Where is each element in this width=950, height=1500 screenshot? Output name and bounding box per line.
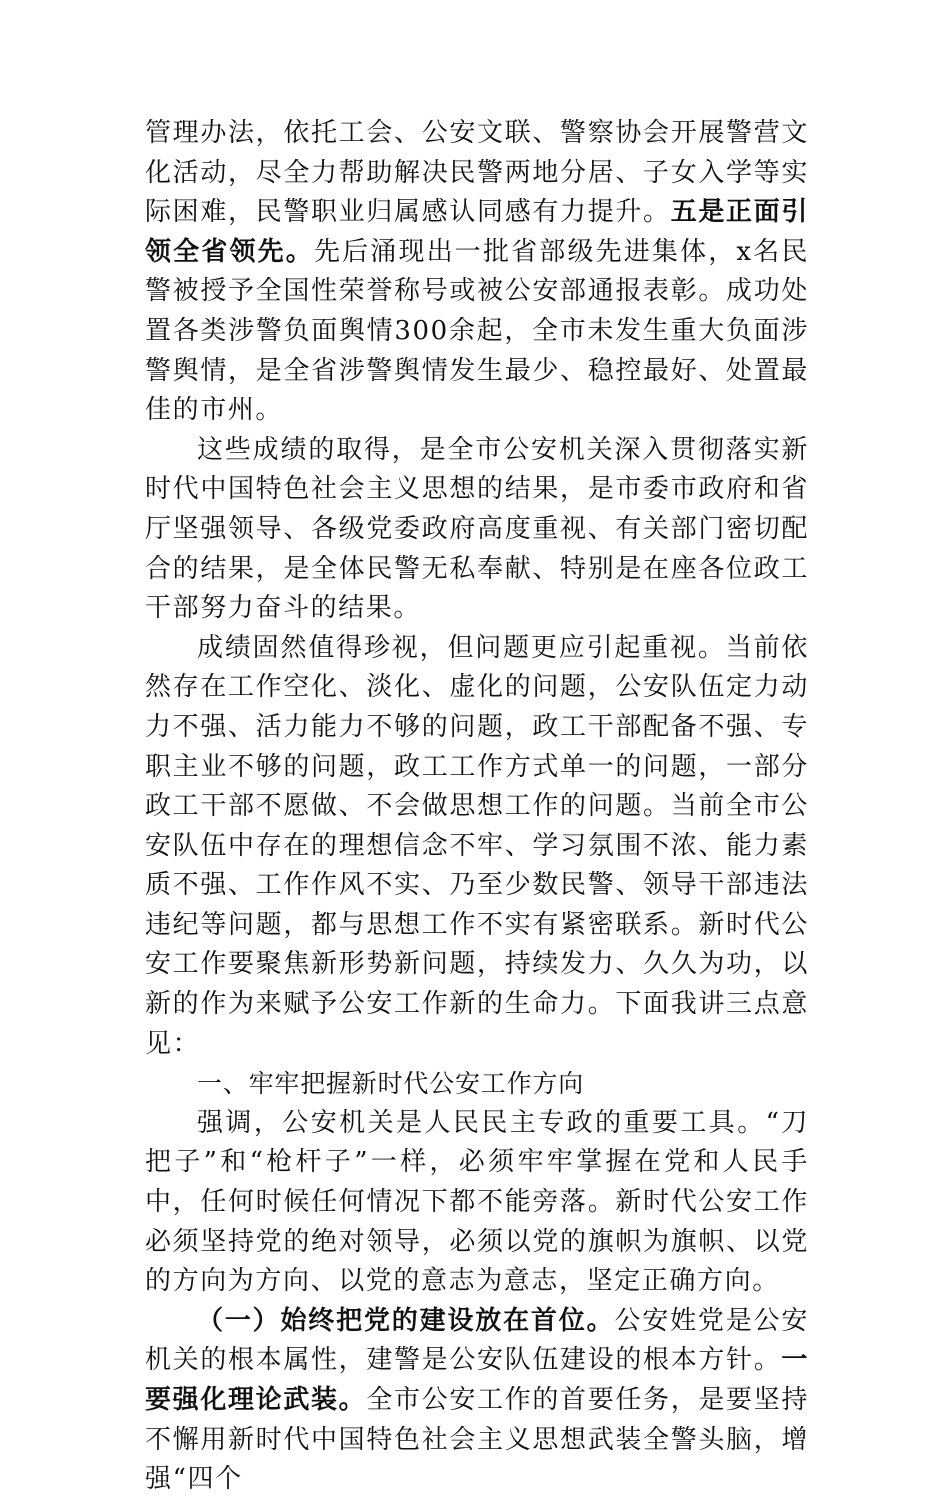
paragraph-achievements-end (145, 114, 809, 431)
paragraph-party-building (145, 1302, 809, 1500)
section-heading-one: 一、牢牢把握新时代公安工作方向 (197, 1069, 585, 1099)
subsection-heading-one: （一）始终把党的建设放在首位。 (197, 1305, 615, 1336)
paragraph-emphasis: 强调，公安机关是人民民主专政的重要工具。“刀把子”和“枪杆子”一样，必须牢牢掌握在党和人民手中，任何时候任何情况下都不能旁落。新时代公安工作必须坚持党的绝对领导，必须以党的旗帜为旗帜、以党的方向为方向、以党的意志为意志，坚定正确方向。 (145, 1107, 809, 1297)
paragraph-problems: 成绩固然值得珍视，但问题更应引起重视。当前依然存在工作空化、淡化、虚化的问题，公安队伍定力动力不强、活力能力不够的问题，政工干部配备不强、专职主业不够的问题，政工工作方式单一的问题，一部分政工干部不愿做、不会做思想工作的问题。当前全市公安队伍中存在的理想信念不牢、学习氛围不浓、能力素质不强、工作作风不实、乃至少数民警、领导干部违法违纪等问题，都与思想工作不实有紧密联系。新时代公安工作要聚焦新形势新问题，持续发力、久久为功，以新的作为来赋予公安工作新的生命力。下面我讲三点意见： (145, 632, 809, 1059)
paragraph-achievement-reasons: 这些成绩的取得，是全市公安机关深入贯彻落实新时代中国特色社会主义思想的结果，是市委市政府和省厅坚强领导、各级党委政府高度重视、有关部门密切配合的结果，是全体民警无私奉献、特别是在座各位政工干部努力奋斗的结果。 (145, 434, 809, 624)
paragraph-text: 先后涌现出一批省部级先进集体，x名民警被授予全国性荣誉称号或被公安部通报表彰。成功处置各类涉警负面舆情300余起，全市未发生重大负面涉警舆情，是全省涉警舆情发生最少、稳控最好、处置最佳的市州。 (145, 236, 809, 426)
paragraph-text: 全市公安工作的首要任务，是要坚持不懈用新时代中国特色社会主义思想武装全警头脑，增强“四个 (145, 1385, 809, 1495)
paragraph-text: 管理办法，依托工会、公安文联、警察协会开展警营文化活动，尽全力帮助解决民警两地分居、子女入学等实际困难，民警职业归属感认同感有力提升。 (145, 118, 809, 228)
paragraph-text: 公安姓党是公安机关的根本属性，建警是公安队伍建设的根本方针。 (145, 1305, 809, 1376)
bold-point-theory: 一要强化理论武装。 (145, 1345, 809, 1415)
bold-point-five: 五是正面引领全省领先。 (145, 197, 809, 267)
document-page (145, 114, 809, 1500)
